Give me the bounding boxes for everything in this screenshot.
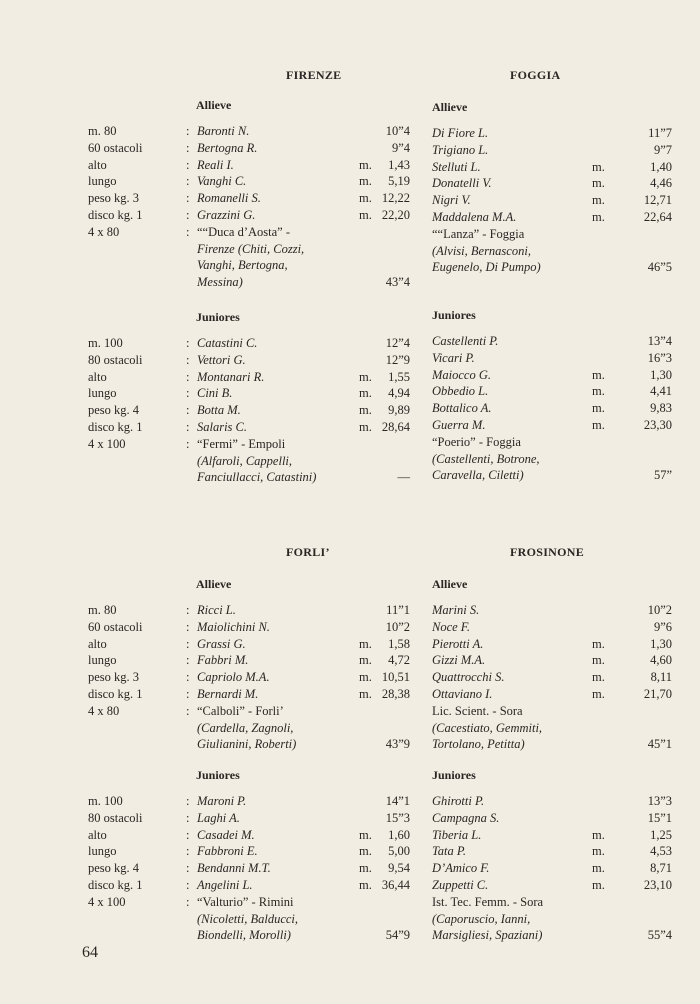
athlete-name: Campagna S. <box>432 810 500 825</box>
athlete-name: Vicari P. <box>432 350 475 365</box>
event-name: lungo <box>88 844 117 859</box>
athlete-name: Biondelli, Morolli) <box>197 928 291 943</box>
athlete-name: Ist. Tec. Femm. - Sora <box>432 894 544 909</box>
unit-label: m. <box>359 878 372 892</box>
result-value: 10”2 <box>647 603 672 617</box>
unit-label: m. <box>592 418 605 432</box>
result-row <box>0 653 700 670</box>
unit-label: m. <box>592 384 605 399</box>
athlete-name: Giulianini, Roberti) <box>197 737 297 752</box>
event-name: alto <box>88 157 107 172</box>
city-heading: FOGGIA <box>510 68 561 82</box>
unit-label: m. <box>592 210 605 224</box>
separator-colon: : <box>186 140 190 155</box>
separator-colon: : <box>186 810 190 825</box>
separator-colon: : <box>186 844 190 859</box>
separator-colon: : <box>186 436 190 451</box>
result-row <box>0 704 700 721</box>
result-value: 4,72 <box>388 653 410 668</box>
result-value: 15”3 <box>385 810 410 825</box>
category-heading: Juniores <box>432 308 476 322</box>
result-value: 55”4 <box>647 928 672 943</box>
event-name: m. 100 <box>88 336 123 350</box>
event-name: m. 100 <box>88 794 123 808</box>
separator-colon: : <box>186 827 190 842</box>
event-name: alto <box>88 827 107 842</box>
athlete-name: Ricci L. <box>197 603 236 617</box>
result-row <box>0 140 700 160</box>
result-row <box>0 603 700 620</box>
separator-colon: : <box>186 369 190 384</box>
unit-label: m. <box>592 176 605 191</box>
result-value: 4,94 <box>388 386 410 401</box>
athlete-name: Marsigliesi, Spaziani) <box>432 928 543 943</box>
event-name: 60 ostacoli <box>88 140 143 155</box>
athlete-name: Bernardi M. <box>197 687 259 701</box>
result-value: 13”3 <box>647 794 672 808</box>
athlete-name: Cini B. <box>197 386 233 401</box>
result-value: 10”2 <box>385 619 410 634</box>
athlete-name: Catastini C. <box>197 336 258 350</box>
athlete-name: Romanelli S. <box>197 191 261 206</box>
athlete-name: Angelini L. <box>197 878 253 892</box>
result-value: 11”1 <box>386 603 410 617</box>
result-value: 1,43 <box>388 157 410 172</box>
result-value: 22,64 <box>643 210 672 224</box>
athlete-name: Grazzini G. <box>197 208 256 222</box>
separator-colon: : <box>186 687 190 701</box>
athlete-name: Vettori G. <box>197 352 246 367</box>
athlete-name: Lic. Scient. - Sora <box>432 703 523 718</box>
unit-label: m. <box>359 386 372 401</box>
category-heading: Juniores <box>432 768 476 782</box>
athlete-name: Montanari R. <box>197 369 265 384</box>
unit-label: m. <box>592 861 605 876</box>
athlete-name: Maddalena M.A. <box>432 210 517 224</box>
result-value: 36,44 <box>381 878 410 892</box>
athlete-name: “Calboli” - Forli’ <box>197 703 284 718</box>
result-value: 1,30 <box>650 367 672 382</box>
athlete-name: Guerra M. <box>432 418 486 432</box>
athlete-name: (Alvisi, Bernasconi, <box>432 243 531 258</box>
category-heading: Allieve <box>432 577 468 591</box>
category-heading: Allieve <box>432 100 468 114</box>
result-row <box>0 468 700 485</box>
result-value: 28,64 <box>381 420 410 434</box>
athlete-name: Botta M. <box>197 403 241 418</box>
result-row <box>0 828 700 845</box>
athlete-name: Tiberia L. <box>432 827 482 842</box>
athlete-name: Laghi A. <box>197 810 240 825</box>
unit-label: m. <box>359 403 372 418</box>
result-row <box>0 811 700 828</box>
category-heading: Juniores <box>196 310 240 324</box>
separator-colon: : <box>186 894 190 909</box>
result-value: 12,71 <box>643 193 672 208</box>
result-value: 4,41 <box>650 384 672 399</box>
athlete-name: (Caporuscio, Ianni, <box>432 911 531 926</box>
athlete-name: Zuppetti C. <box>432 878 489 892</box>
event-name: 4 x 80 <box>88 703 120 718</box>
event-name: 80 ostacoli <box>88 810 143 825</box>
separator-colon: : <box>186 878 190 892</box>
result-value: 9”7 <box>653 142 672 157</box>
result-row <box>0 241 700 261</box>
result-row <box>0 334 700 351</box>
separator-colon: : <box>186 124 190 138</box>
result-value: — <box>397 470 410 485</box>
athlete-name: Castellenti P. <box>432 334 499 348</box>
result-row <box>0 193 700 210</box>
result-value: 4,60 <box>650 653 672 668</box>
athlete-name: Maiolichini N. <box>197 619 270 634</box>
athlete-name: Salaris C. <box>197 420 248 434</box>
result-value: 12”9 <box>385 352 410 367</box>
event-name: 4 x 100 <box>88 894 126 909</box>
result-value: 28,38 <box>381 687 410 701</box>
event-name: 60 ostacoli <box>88 619 143 634</box>
result-value: 1,25 <box>650 827 672 842</box>
result-value: 9,83 <box>650 401 672 416</box>
page-number: 64 <box>82 944 98 961</box>
category-heading: Allieve <box>196 98 232 112</box>
athlete-name: (Nicoletti, Balducci, <box>197 911 299 926</box>
athlete-name: Capriolo M.A. <box>197 670 270 685</box>
result-row <box>0 176 700 193</box>
athlete-name: Donatelli V. <box>432 176 492 191</box>
unit-label: m. <box>592 687 605 701</box>
athlete-name: Casadei M. <box>197 827 255 842</box>
separator-colon: : <box>186 336 190 350</box>
result-row <box>0 620 700 637</box>
athlete-name: Tortolano, Petitta) <box>432 737 525 752</box>
result-row <box>0 275 700 292</box>
athlete-name: Reali I. <box>197 157 234 172</box>
result-row <box>0 844 700 861</box>
unit-label: m. <box>592 193 605 208</box>
event-name: 4 x 80 <box>88 224 120 239</box>
unit-label: m. <box>359 174 372 189</box>
result-row <box>0 928 700 945</box>
result-value: 21,70 <box>643 687 672 701</box>
result-row <box>0 401 700 418</box>
event-name: peso kg. 3 <box>88 670 140 685</box>
athlete-name: Baronti N. <box>197 124 250 138</box>
result-value: 1,30 <box>650 636 672 651</box>
event-name: alto <box>88 369 107 384</box>
result-row <box>0 737 700 754</box>
unit-label: m. <box>359 827 372 842</box>
result-row <box>0 384 700 401</box>
result-row <box>0 418 700 435</box>
result-row <box>0 351 700 368</box>
unit-label: m. <box>592 636 605 651</box>
unit-label: m. <box>359 636 372 651</box>
result-value: 43”9 <box>385 737 410 752</box>
result-value: 9”4 <box>391 140 410 155</box>
unit-label: m. <box>592 367 605 382</box>
result-value: 10,51 <box>381 670 410 685</box>
result-value: 13”4 <box>647 334 672 348</box>
unit-label: m. <box>359 191 372 206</box>
athlete-name: Vanghi, Bertogna, <box>197 258 288 273</box>
separator-colon: : <box>186 653 190 668</box>
event-name: lungo <box>88 653 117 668</box>
separator-colon: : <box>186 670 190 685</box>
result-row <box>0 260 700 277</box>
result-value: 9,54 <box>388 861 410 876</box>
unit-label: m. <box>359 861 372 876</box>
result-row <box>0 637 700 654</box>
athlete-name: ““Duca d’Aosta” - <box>197 224 291 239</box>
athlete-name: Bottalico A. <box>432 401 492 416</box>
separator-colon: : <box>186 636 190 651</box>
unit-label: m. <box>359 653 372 668</box>
athlete-name: Maiocco G. <box>432 367 492 382</box>
result-value: 9,89 <box>388 403 410 418</box>
athlete-name: (Alfaroli, Cappelli, <box>197 453 293 468</box>
event-name: peso kg. 4 <box>88 861 140 876</box>
unit-label: m. <box>592 670 605 685</box>
event-name: disco kg. 1 <box>88 878 143 892</box>
result-value: 8,11 <box>650 670 672 685</box>
city-heading: FIRENZE <box>286 68 342 82</box>
category-heading: Allieve <box>196 577 232 591</box>
athlete-name: Tata P. <box>432 844 467 859</box>
result-value: 4,46 <box>650 176 672 191</box>
unit-label: m. <box>359 670 372 685</box>
result-value: 22,20 <box>381 208 410 222</box>
result-value: 4,53 <box>650 844 672 859</box>
athlete-name: “Fermi” - Empoli <box>197 436 286 451</box>
athlete-name: Nigri V. <box>432 193 471 208</box>
result-row <box>0 435 700 452</box>
separator-colon: : <box>186 174 190 189</box>
result-value: 23,10 <box>643 878 672 892</box>
athlete-name: Eugenelo, Di Pumpo) <box>432 260 541 275</box>
athlete-name: “Poerio” - Foggia <box>432 434 521 449</box>
result-row <box>0 895 700 912</box>
unit-label: m. <box>592 844 605 859</box>
result-value: 10”4 <box>385 124 410 138</box>
result-row <box>0 687 700 704</box>
event-name: alto <box>88 636 107 651</box>
result-value: 5,19 <box>388 174 410 189</box>
result-value: 16”3 <box>647 350 672 365</box>
result-value: 46”5 <box>647 260 672 275</box>
athlete-name: (Cardella, Zagnoli, <box>197 720 294 735</box>
result-value: 1,40 <box>650 159 672 174</box>
athlete-name: Fabbroni E. <box>197 844 258 859</box>
athlete-name: Firenze (Chiti, Cozzi, <box>197 241 305 256</box>
result-row <box>0 126 700 143</box>
result-value: 14”1 <box>385 794 410 808</box>
athlete-name: Ottaviano I. <box>432 687 493 701</box>
event-name: disco kg. 1 <box>88 208 143 222</box>
unit-label: m. <box>592 653 605 668</box>
unit-label: m. <box>359 844 372 859</box>
separator-colon: : <box>186 208 190 222</box>
athlete-name: (Castellenti, Botrone, <box>432 451 540 466</box>
separator-colon: : <box>186 191 190 206</box>
result-row <box>0 878 700 895</box>
separator-colon: : <box>186 619 190 634</box>
athlete-name: “Valturio” - Rimini <box>197 894 294 909</box>
separator-colon: : <box>186 352 190 367</box>
result-value: 1,58 <box>388 636 410 651</box>
athlete-name: Vanghi C. <box>197 174 247 189</box>
separator-colon: : <box>186 386 190 401</box>
result-row <box>0 670 700 687</box>
athlete-name: Bertogna R. <box>197 140 258 155</box>
result-value: 45”1 <box>647 737 672 752</box>
category-heading: Juniores <box>196 768 240 782</box>
unit-label: m. <box>359 208 372 222</box>
athlete-name: Maroni P. <box>197 794 247 808</box>
athlete-name: Grassi G. <box>197 636 246 651</box>
result-value: 43”4 <box>385 275 410 290</box>
result-row <box>0 224 700 244</box>
result-value: 12”4 <box>385 336 410 350</box>
athlete-name: Quattrocchi S. <box>432 670 505 685</box>
separator-colon: : <box>186 603 190 617</box>
separator-colon: : <box>186 403 190 418</box>
result-row <box>0 721 700 738</box>
result-value: 12,22 <box>381 191 410 206</box>
unit-label: m. <box>592 878 605 892</box>
athlete-name: Marini S. <box>432 603 480 617</box>
event-name: disco kg. 1 <box>88 420 143 434</box>
event-name: 4 x 100 <box>88 436 126 451</box>
separator-colon: : <box>186 794 190 808</box>
athlete-name: Stelluti L. <box>432 159 481 174</box>
separator-colon: : <box>186 157 190 172</box>
athlete-name: Ghirotti P. <box>432 794 485 808</box>
unit-label: m. <box>359 369 372 384</box>
result-value: 1,60 <box>388 827 410 842</box>
athlete-name: Bendanni M.T. <box>197 861 271 876</box>
result-row <box>0 157 700 177</box>
event-name: 80 ostacoli <box>88 352 143 367</box>
athlete-name: Fanciullacci, Catastini) <box>197 470 317 485</box>
result-value: 8,71 <box>650 861 672 876</box>
result-value: 54”9 <box>385 928 410 943</box>
event-name: peso kg. 4 <box>88 403 140 418</box>
result-row <box>0 912 700 929</box>
event-name: disco kg. 1 <box>88 687 143 701</box>
result-value: 9”6 <box>653 619 672 634</box>
unit-label: m. <box>359 420 372 434</box>
separator-colon: : <box>186 861 190 876</box>
event-name: peso kg. 3 <box>88 191 140 206</box>
separator-colon: : <box>186 420 190 434</box>
separator-colon: : <box>186 703 190 718</box>
event-name: m. 80 <box>88 603 117 617</box>
athlete-name: (Cacestiato, Gemmiti, <box>432 720 543 735</box>
athlete-name: Fabbri M. <box>197 653 249 668</box>
result-value: 5,00 <box>388 844 410 859</box>
athlete-name: Trigiano L. <box>432 142 489 157</box>
result-value: 11”7 <box>648 126 672 140</box>
result-value: 23,30 <box>643 418 672 432</box>
city-heading: FORLI’ <box>286 545 330 559</box>
athlete-name: Noce F. <box>432 619 470 634</box>
athlete-name: Messina) <box>197 275 243 290</box>
city-heading: FROSINONE <box>510 545 585 559</box>
event-name: lungo <box>88 174 117 189</box>
athlete-name: Pierotti A. <box>432 636 484 651</box>
unit-label: m. <box>359 687 372 701</box>
athlete-name: Gizzi M.A. <box>432 653 486 668</box>
result-value: 15”1 <box>647 810 672 825</box>
result-value: 57” <box>653 468 672 483</box>
athlete-name: ““Lanza” - Foggia <box>432 226 525 241</box>
unit-label: m. <box>592 827 605 842</box>
result-row <box>0 861 700 878</box>
result-row <box>0 210 700 227</box>
athlete-name: Caravella, Ciletti) <box>432 468 524 483</box>
athlete-name: D’Amico F. <box>432 861 490 876</box>
athlete-name: Di Fiore L. <box>432 126 489 140</box>
event-name: m. 80 <box>88 124 117 138</box>
separator-colon: : <box>186 224 190 239</box>
result-value: 1,55 <box>388 369 410 384</box>
unit-label: m. <box>359 157 372 172</box>
unit-label: m. <box>592 401 605 416</box>
athlete-name: Obbedio L. <box>432 384 489 399</box>
result-row <box>0 452 700 469</box>
unit-label: m. <box>592 159 605 174</box>
result-row <box>0 794 700 811</box>
result-row <box>0 368 700 385</box>
event-name: lungo <box>88 386 117 401</box>
